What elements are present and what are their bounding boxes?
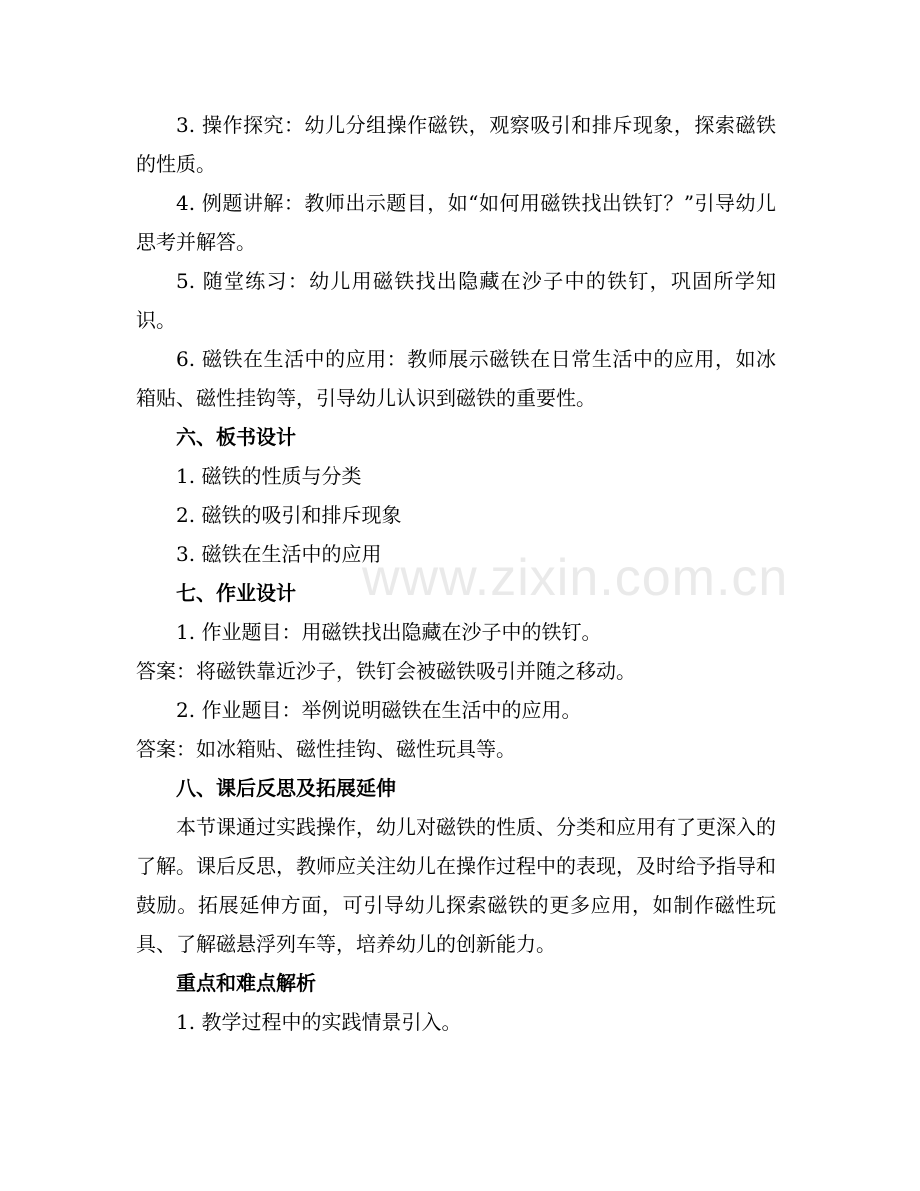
board-item-3: 3. 磁铁在生活中的应用 bbox=[176, 542, 382, 566]
paragraph-step-4: 4. 例题讲解：教师出示题目，如“如何用磁铁找出铁钉？”引导幼儿思考并解答。 bbox=[136, 191, 776, 254]
section-heading-board-design: 六、板书设计 bbox=[176, 425, 296, 449]
section-heading-reflection: 八、课后反思及拓展延伸 bbox=[176, 776, 396, 800]
reflection-paragraph: 本节课通过实践操作，幼儿对磁铁的性质、分类和应用有了更深入的了解。课后反思，教师应关注幼儿在操作过程中的表现，及时给予指导和鼓励。拓展延伸方面，可引导幼儿探索磁铁的更多应用，如制作磁性玩具、了解磁悬浮列车等，培养幼儿的创新能力。 bbox=[136, 815, 776, 956]
watermark: www.zixin.com.cn bbox=[362, 549, 789, 607]
section-heading-homework: 七、作业设计 bbox=[176, 581, 296, 605]
board-item-2: 2. 磁铁的吸引和排斥现象 bbox=[176, 503, 402, 527]
homework-question-2: 2. 作业题目：举例说明磁铁在生活中的应用。 bbox=[176, 698, 582, 722]
paragraph-step-6: 6. 磁铁在生活中的应用：教师展示磁铁在日常生活中的应用，如冰箱贴、磁性挂钩等，引导幼儿认识到磁铁的重要性。 bbox=[136, 347, 776, 410]
paragraph-step-3: 3. 操作探究：幼儿分组操作磁铁，观察吸引和排斥现象，探索磁铁的性质。 bbox=[136, 113, 776, 176]
document-body bbox=[136, 106, 776, 1042]
key-point-1: 1. 教学过程中的实践情景引入。 bbox=[176, 1010, 462, 1034]
section-heading-key-points: 重点和难点解析 bbox=[176, 971, 316, 995]
homework-question-1: 1. 作业题目：用磁铁找出隐藏在沙子中的铁钉。 bbox=[176, 620, 602, 644]
board-item-1: 1. 磁铁的性质与分类 bbox=[176, 464, 362, 488]
homework-answer-2: 答案：如冰箱贴、磁性挂钩、磁性玩具等。 bbox=[136, 737, 516, 761]
homework-answer-1: 答案：将磁铁靠近沙子，铁钉会被磁铁吸引并随之移动。 bbox=[136, 659, 636, 683]
paragraph-step-5: 5. 随堂练习：幼儿用磁铁找出隐藏在沙子中的铁钉，巩固所学知识。 bbox=[136, 269, 776, 332]
